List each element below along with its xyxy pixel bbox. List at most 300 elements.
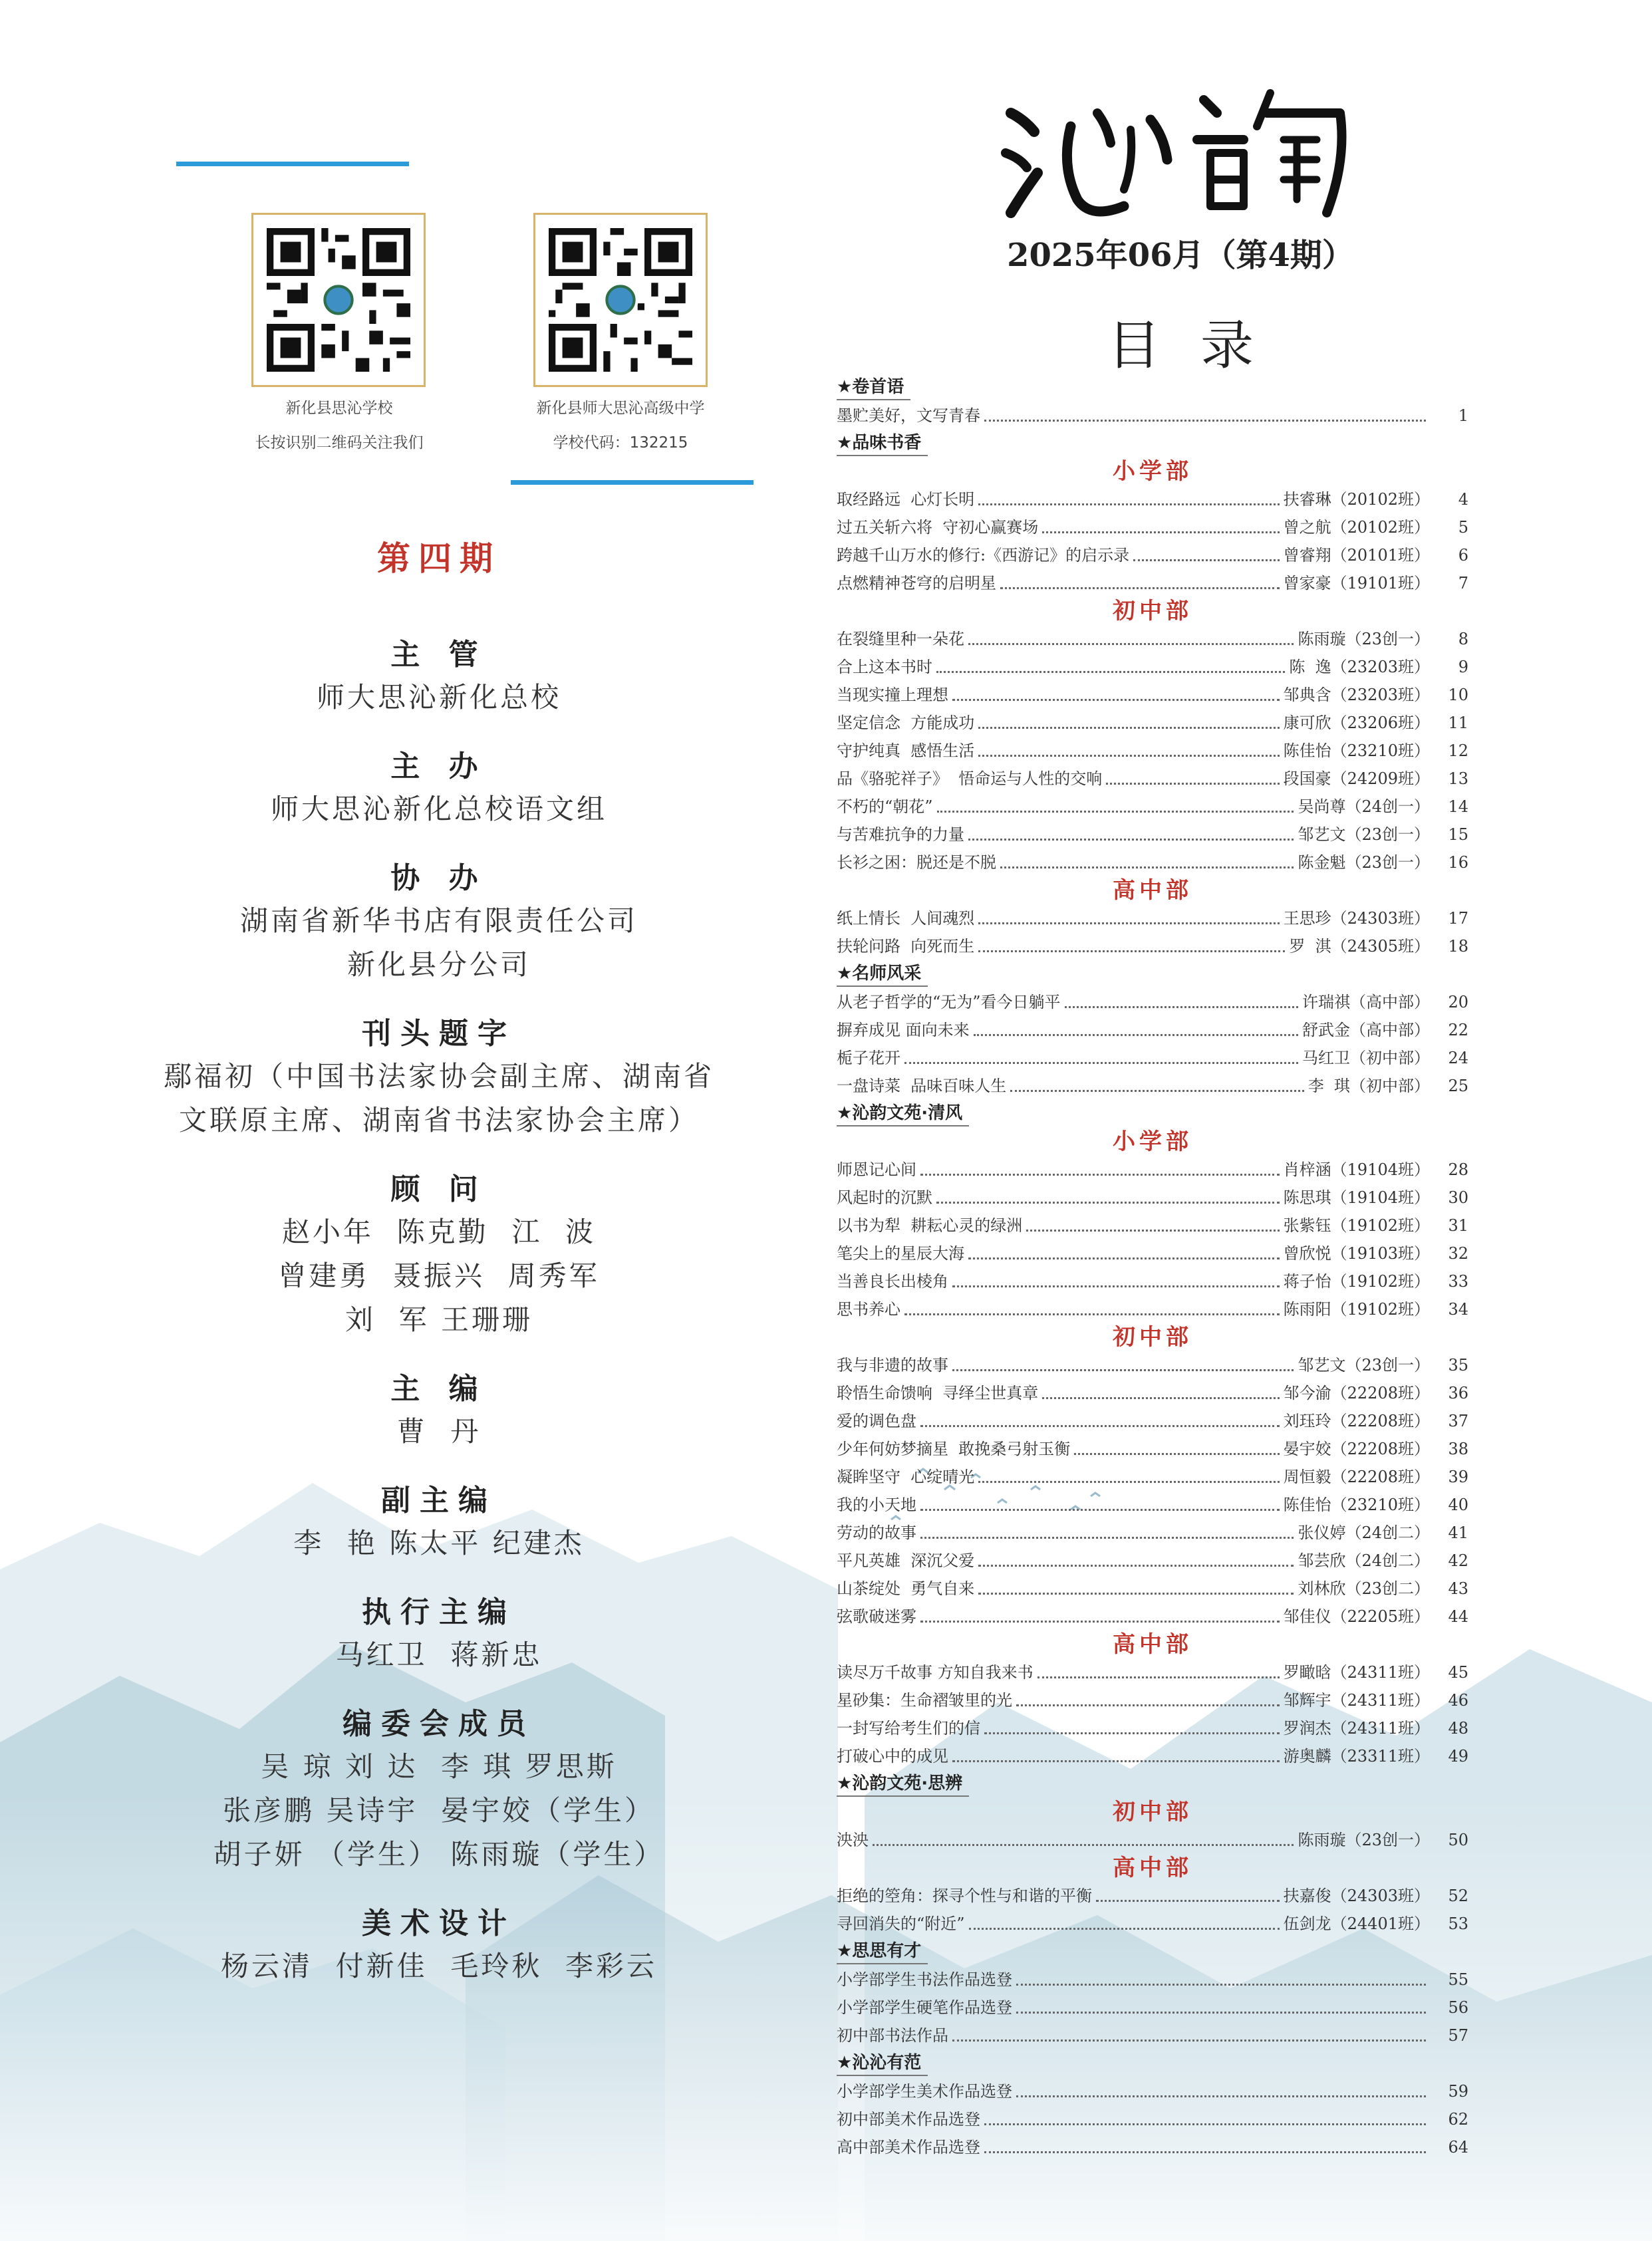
toc-entry[interactable] (837, 1491, 1468, 1519)
toc-entry-page: 9 (1458, 658, 1468, 676)
toc-entry-author: 曾家豪（19101班） (1283, 574, 1430, 593)
toc-leader-dots (920, 1621, 1280, 1623)
toc-leader-dots (1026, 1230, 1279, 1232)
credit-section (100, 858, 778, 987)
toc-section-title: ★名师风采 (837, 963, 928, 987)
toc-entry[interactable] (837, 1379, 1468, 1407)
toc-leader-dots (904, 1062, 1298, 1064)
toc-leader-dots (952, 1369, 1294, 1371)
toc-leader-dots (968, 839, 1294, 841)
toc-leader-dots (978, 1565, 1294, 1567)
toc-entry-page: 7 (1458, 574, 1468, 593)
toc-leader-dots (978, 950, 1285, 952)
toc-entry[interactable] (837, 1686, 1468, 1714)
toc-entry-author: 邹艺文（23创一） (1298, 825, 1430, 844)
toc-entry-page: 37 (1448, 1412, 1468, 1430)
toc-entry-title: 跨越千山万水的修行:《西游记》的启示录 (837, 546, 1130, 565)
toc-leader-dots (920, 1509, 1280, 1511)
toc-entry[interactable] (837, 1156, 1468, 1184)
toc-entry-author: 陈思琪（19104班） (1283, 1188, 1430, 1207)
toc-entry[interactable] (837, 1575, 1468, 1603)
toc-entry-page: 59 (1448, 2082, 1468, 2101)
toc-entry-title: 守护纯真 感悟生活 (837, 741, 975, 760)
toc-entry-title: 风起时的沉默 (837, 1188, 932, 1207)
credit-heading: 执行主编 (362, 1595, 516, 1629)
toc-entry-page: 10 (1448, 686, 1468, 704)
toc-leader-dots (952, 699, 1280, 701)
toc-entry-author: 张紫钰（19102班） (1283, 1216, 1430, 1235)
toc-leader-dots (952, 1760, 1280, 1762)
toc-section (837, 1938, 1468, 1966)
toc-leader-dots (952, 1285, 1280, 1287)
toc-entry-title: 寻回消失的“附近” (837, 1914, 965, 1933)
toc-dept-label: 初中部 (1113, 598, 1192, 624)
toc-entry[interactable] (837, 485, 1468, 513)
toc-entry-author: 马红卫（初中部） (1302, 1049, 1430, 1067)
toc-entry[interactable] (837, 513, 1468, 541)
toc-entry-author: 陈 逸（23203班） (1289, 658, 1430, 676)
qr-code-2[interactable] (533, 213, 708, 387)
svg-text:沁韵: 沁韵 (991, 73, 992, 74)
toc-entry-title: 取经路远 心灯长明 (837, 490, 975, 509)
toc-leader-dots (1000, 587, 1280, 589)
toc-entry[interactable] (837, 1212, 1468, 1240)
toc-entry-author: 曾欣悦（19103班） (1283, 1244, 1430, 1263)
toc-entry-page: 49 (1448, 1747, 1468, 1766)
credit-line: 湖南省新华书店有限责任公司 (239, 904, 638, 937)
toc-entry-author: 曾睿翔（20101班） (1283, 546, 1430, 565)
toc-entry[interactable] (837, 849, 1468, 876)
credits-list (100, 634, 778, 1988)
toc-entry[interactable] (837, 793, 1468, 821)
toc-leader-dots (936, 671, 1285, 673)
toc-entry[interactable] (837, 653, 1468, 681)
toc-leader-dots (936, 1202, 1280, 1204)
toc-entry-page: 22 (1448, 1021, 1468, 1039)
toc-leader-dots (904, 1313, 1280, 1315)
credit-heading: 主 管 (390, 638, 487, 672)
toc-entry-title: 读尽万千故事 方知自我来书 (837, 1663, 1033, 1682)
toc-entry[interactable] (837, 2022, 1468, 2049)
toc-entry-page: 55 (1448, 1970, 1468, 1989)
toc-entry-title: 爱的调色盘 (837, 1412, 916, 1430)
toc-entry-page: 31 (1448, 1216, 1468, 1235)
toc-entry[interactable] (837, 932, 1468, 960)
toc-entry-page: 20 (1448, 993, 1468, 1011)
toc-entry-author: 刘林欣（23创二） (1298, 1579, 1430, 1598)
toc-leader-dots (1096, 1900, 1280, 1902)
toc-entry-page: 45 (1448, 1663, 1468, 1682)
toc-entry-title: 一封写给考生们的信 (837, 1719, 980, 1738)
toc-entry[interactable] (837, 541, 1468, 569)
toc-entry[interactable] (837, 988, 1468, 1016)
toc-entry-page: 57 (1448, 2026, 1468, 2045)
toc-entry-author: 王思珍（24303班） (1283, 909, 1430, 928)
credit-line: 曾建勇 聂振兴 周秀军 (278, 1259, 600, 1292)
credit-section (100, 746, 778, 831)
qr-code-icon (549, 228, 692, 372)
toc-entry[interactable] (837, 2077, 1468, 2105)
toc-entry[interactable] (837, 1407, 1468, 1435)
toc-entry-author: 张仪婷（24创二） (1298, 1523, 1430, 1542)
toc-entry-title: 聆悟生命馈响 寻绎尘世真章 (837, 1384, 1039, 1402)
toc-entry-title: 点燃精神苍穹的启明星 (837, 574, 996, 593)
toc-entry-author: 邹艺文（23创一） (1298, 1356, 1430, 1375)
toc-entry[interactable] (837, 1072, 1468, 1100)
toc-entry-title: 以书为犁 耕耘心灵的绿洲 (837, 1216, 1023, 1235)
table-of-contents (837, 374, 1468, 2161)
toc-leader-dots (978, 922, 1279, 924)
toc-entry-author: 陈雨璇（23创一） (1298, 1831, 1430, 1849)
toc-entry-title: 长衫之困：脱还是不脱 (837, 853, 996, 872)
toc-leader-dots (1037, 1676, 1280, 1678)
toc-entry-title: 合上这本书时 (837, 658, 932, 676)
toc-leader-dots (920, 1537, 1294, 1539)
toc-entry-page: 17 (1448, 909, 1468, 928)
toc-entry-page: 46 (1448, 1691, 1468, 1710)
toc-entry-title: 墨贮美好，文写青春 (837, 406, 980, 425)
toc-entry-author: 邹佳仪（22205班） (1283, 1607, 1430, 1626)
toc-leader-dots (920, 1425, 1280, 1427)
qr-caption-1: 新化县思沁学校 长按识别二维码关注我们 (255, 400, 424, 452)
toc-leader-dots (1016, 2012, 1426, 2014)
toc-entry-title: 笔尖上的星辰大海 (837, 1244, 964, 1263)
toc-entry-author: 陈佳怡（23210班） (1283, 741, 1430, 760)
toc-entry[interactable] (837, 1463, 1468, 1491)
toc-entry-author: 扶嘉俊（24303班） (1283, 1887, 1430, 1905)
toc-entry-title: 栀子花开 (837, 1049, 900, 1067)
toc-entry[interactable] (837, 1742, 1468, 1770)
toc-entry-author: 晏宇姣（22208班） (1283, 1440, 1430, 1458)
toc-entry-page: 28 (1448, 1160, 1468, 1179)
toc-entry-title: 小学部学生美术作品选登 (837, 2082, 1012, 2101)
credit-section (100, 1369, 778, 1454)
toc-section-title: ★卷首语 (837, 376, 910, 400)
toc-entry-page: 39 (1448, 1468, 1468, 1486)
toc-entry-title: 坚定信念 方能成功 (837, 714, 975, 732)
toc-entry[interactable] (837, 1044, 1468, 1072)
toc-entry-page: 1 (1458, 406, 1468, 425)
toc-entry-author: 伍剑龙（24401班） (1283, 1914, 1430, 1933)
toc-entry-title: 品《骆驼祥子》 悟命运与人性的交响 (837, 769, 1103, 788)
editorial-credits (100, 532, 778, 2015)
toc-entry-author: 陈雨璇（23创一） (1298, 630, 1430, 648)
toc-section (837, 374, 1468, 402)
toc-entry[interactable] (837, 1295, 1468, 1323)
credit-line: 李 艳 陈太平 纪建杰 (293, 1527, 585, 1559)
credit-heading: 主 编 (390, 1372, 487, 1406)
toc-entry-page: 34 (1448, 1300, 1468, 1319)
credit-heading: 协 办 (390, 861, 487, 895)
toc-section-title: ★沁沁有范 (837, 2052, 928, 2076)
toc-entry-title: 少年何妨梦摘星 敢挽桑弓射玉衡 (837, 1440, 1071, 1458)
toc-entry[interactable] (837, 1016, 1468, 1044)
toc-entry[interactable] (837, 1882, 1468, 1910)
toc-entry-author: 罗润杰（24311班） (1283, 1719, 1430, 1738)
credit-line: 新化县分公司 (346, 948, 531, 981)
toc-entry-page: 32 (1448, 1244, 1468, 1263)
toc-entry-page: 56 (1448, 1998, 1468, 2017)
credit-line: 张彦鹏 吴诗宇 晏宇姣（学生） (222, 1794, 656, 1827)
toc-entry-page: 64 (1448, 2138, 1468, 2157)
toc-entry[interactable] (837, 1966, 1468, 1994)
top-left-rule (176, 162, 409, 166)
toc-leader-dots (1133, 559, 1280, 561)
credit-section (100, 634, 778, 720)
toc-entry[interactable] (837, 681, 1468, 709)
toc-section-title: ★思思有才 (837, 1940, 928, 1964)
credit-section (100, 1903, 778, 1988)
toc-entry[interactable] (837, 2133, 1468, 2161)
toc-entry[interactable] (837, 1267, 1468, 1295)
toc-entry-page: 52 (1448, 1887, 1468, 1905)
toc-entry-title: 纸上情长 人间魂烈 (837, 909, 975, 928)
school-emblem-icon (325, 286, 352, 313)
toc-entry-title: 扶轮问路 向死而生 (837, 937, 975, 956)
toc-entry-author: 刘珏玲（22208班） (1283, 1412, 1430, 1430)
toc-entry-page: 62 (1448, 2110, 1468, 2129)
toc-entry[interactable] (837, 1714, 1468, 1742)
toc-dept-label: 初中部 (1113, 1324, 1192, 1351)
toc-leader-dots (1042, 531, 1279, 533)
toc-entry-title: 山茶绽处 勇气自来 (837, 1579, 975, 1598)
toc-entry-page: 36 (1448, 1384, 1468, 1402)
toc-entry-title: 小学部学生硬笔作品选登 (837, 1998, 1012, 2017)
toc-leader-dots (1016, 1984, 1426, 1986)
credit-heading: 副主编 (381, 1484, 497, 1517)
toc-entry-title: 高中部美术作品选登 (837, 2138, 980, 2157)
toc-entry[interactable] (837, 1603, 1468, 1631)
toc-entry[interactable] (837, 1547, 1468, 1575)
credit-heading: 刊头题字 (362, 1017, 516, 1051)
toc-entry-author: 舒武金（高中部） (1302, 1021, 1430, 1039)
credit-line: 马红卫 蒋新忠 (335, 1639, 543, 1671)
toc-entry-page: 33 (1448, 1272, 1468, 1291)
toc-entry-title: 在裂缝里种一朵花 (837, 630, 964, 648)
toc-entry-page: 30 (1448, 1188, 1468, 1207)
toc-entry-page: 8 (1458, 630, 1468, 648)
school-emblem-icon (607, 286, 634, 313)
toc-leader-dots (974, 1034, 1298, 1036)
toc-entry[interactable] (837, 1519, 1468, 1547)
credit-section (100, 1592, 778, 1677)
toc-entry-page: 35 (1448, 1356, 1468, 1375)
issue-date: 2025年06月（第4期） (1007, 237, 1354, 274)
toc-leader-dots (873, 1844, 1294, 1846)
toc-entry[interactable] (837, 1435, 1468, 1463)
toc-entry-author: 邹今渝（22208班） (1283, 1384, 1430, 1402)
toc-leader-dots (984, 1732, 1280, 1734)
toc-entry-page: 13 (1448, 769, 1468, 788)
toc-entry-author: 康可欣（23206班） (1283, 714, 1430, 732)
toc-leader-dots (969, 1928, 1280, 1930)
credit-line: 吴 琼 刘 达 李 琪 罗思斯 (261, 1750, 617, 1783)
toc-entry-author: 陈金魁（23创一） (1298, 853, 1430, 872)
toc-entry[interactable] (837, 1351, 1468, 1379)
credit-line: 师大思沁新化总校 (316, 681, 561, 714)
toc-entry[interactable] (837, 1994, 1468, 2022)
qr-code-1[interactable] (251, 213, 426, 387)
toc-entry-title: 思书养心 (837, 1300, 900, 1319)
toc-entry-title: 与苦难抗争的力量 (837, 825, 964, 844)
toc-leader-dots (978, 755, 1279, 757)
toc-leader-dots (1042, 1397, 1279, 1399)
toc-entry-title: 泱泱 (837, 1831, 869, 1849)
toc-entry[interactable] (837, 402, 1468, 430)
toc-entry-title: 初中部美术作品选登 (837, 2110, 980, 2129)
issue-label: 第四期 (377, 539, 501, 578)
toc-entry-author: 陈雨阳（19102班） (1283, 1300, 1430, 1319)
mid-rule (511, 480, 754, 485)
toc-leader-dots (952, 2040, 1426, 2042)
toc-leader-dots (920, 1174, 1280, 1176)
toc-entry-page: 24 (1448, 1049, 1468, 1067)
toc-entry[interactable] (837, 765, 1468, 793)
toc-entry[interactable] (837, 709, 1468, 737)
toc-entry[interactable] (837, 1658, 1468, 1686)
toc-entry-title: 小学部学生书法作品选登 (837, 1970, 1012, 1989)
toc-entry[interactable] (837, 1910, 1468, 1938)
toc-leader-dots (978, 727, 1279, 729)
toc-entry-title: 星砂集：生命褶皱里的光 (837, 1691, 1012, 1710)
toc-entry-title: 从老子哲学的“无为”看今日躺平 (837, 993, 1061, 1011)
toc-entry-title: 打破心中的成见 (837, 1747, 948, 1766)
toc-section (837, 1100, 1468, 1128)
toc-dept-label: 小学部 (1113, 458, 1192, 485)
toc-entry[interactable] (837, 1184, 1468, 1212)
toc-leader-dots (984, 2151, 1426, 2153)
toc-leader-dots (968, 1257, 1280, 1259)
toc-entry-author: 周恒毅（22208班） (1283, 1468, 1430, 1486)
toc-entry-author: 段国豪（24209班） (1283, 769, 1430, 788)
toc-entry[interactable] (837, 904, 1468, 932)
toc-entry-page: 6 (1458, 546, 1468, 565)
toc-entry-author: 吴尚尊（24创一） (1298, 797, 1430, 816)
toc-entry-page: 16 (1448, 853, 1468, 872)
toc-dept-label: 高中部 (1113, 1631, 1192, 1658)
toc-entry-author: 游奥麟（23311班） (1283, 1747, 1430, 1766)
credit-heading: 编委会成员 (343, 1707, 535, 1741)
toc-entry-page: 25 (1448, 1077, 1468, 1095)
credit-section (100, 1169, 778, 1342)
toc-entry[interactable] (837, 1826, 1468, 1854)
toc-entry-title: 平凡英雄 深沉父爱 (837, 1551, 975, 1570)
credit-line: 杨云清 付新佳 毛玲秋 李彩云 (220, 1950, 658, 1982)
toc-entry-title: 摒弃成见 面向未来 (837, 1021, 970, 1039)
toc-entry-title: 凝眸坚守 心绽晴光 (837, 1468, 975, 1486)
toc-entry[interactable] (837, 737, 1468, 765)
toc-entry-page: 42 (1448, 1551, 1468, 1570)
qr-code-icon (267, 228, 410, 372)
toc-entry[interactable] (837, 2105, 1468, 2133)
toc-section (837, 1770, 1468, 1798)
toc-entry-page: 12 (1448, 741, 1468, 760)
toc-entry-page: 5 (1458, 518, 1468, 537)
toc-entry-author: 肖梓涵（19104班） (1283, 1160, 1430, 1179)
toc-entry-title: 我的小天地 (837, 1496, 916, 1514)
toc-entry-title: 弦歌破迷雾 (837, 1607, 916, 1626)
toc-leader-dots (1010, 1090, 1304, 1092)
toc-entry-title: 当现实撞上理想 (837, 686, 948, 704)
toc-entry-page: 15 (1448, 825, 1468, 844)
toc-entry-page: 53 (1448, 1914, 1468, 1933)
toc-entry-page: 40 (1448, 1496, 1468, 1514)
toc-leader-dots (968, 643, 1294, 645)
toc-leader-dots (1016, 2095, 1426, 2097)
toc-entry-page: 4 (1458, 490, 1468, 509)
credit-line: 赵小年 陈克勤 江 波 (281, 1216, 597, 1248)
toc-leader-dots (1074, 1453, 1279, 1455)
credit-line: 文联原主席、湖南省书法家协会主席） (178, 1104, 699, 1136)
toc-leader-dots (1016, 1704, 1280, 1706)
credit-section (100, 1013, 778, 1142)
toc-entry-author: 曾之航（20102班） (1283, 518, 1430, 537)
credit-line: 师大思沁新化总校语文组 (270, 793, 607, 825)
toc-section (837, 960, 1468, 988)
toc-entry-page: 18 (1448, 937, 1468, 956)
toc-section (837, 2049, 1468, 2077)
toc-section (837, 430, 1468, 458)
credit-line: 曹 丹 (396, 1415, 482, 1448)
credit-section (100, 1704, 778, 1877)
toc-leader-dots (978, 1593, 1294, 1595)
qr-caption-2: 新化县师大思沁高级中学 学校代码：132215 (536, 400, 705, 452)
toc-leader-dots (1000, 866, 1294, 868)
toc-entry-author: 蒋子怡（19102班） (1283, 1272, 1430, 1291)
toc-entry-author: 李 琪（初中部） (1308, 1077, 1430, 1095)
toc-entry-page: 14 (1448, 797, 1468, 816)
toc-entry-page: 48 (1448, 1719, 1468, 1738)
toc-entry-title: 初中部书法作品 (837, 2026, 948, 2045)
toc-entry-author: 罗瞰晗（24311班） (1283, 1663, 1430, 1682)
toc-entry[interactable] (837, 569, 1468, 597)
toc-entry-author: 陈佳怡（23210班） (1283, 1496, 1430, 1514)
credit-heading: 主 办 (390, 749, 487, 783)
toc-leader-dots (984, 420, 1426, 422)
toc-entry-author: 罗 淇（24305班） (1289, 937, 1430, 956)
toc-entry-title: 一盘诗菜 品味百味人生 (837, 1077, 1007, 1095)
toc-leader-dots (978, 503, 1279, 505)
credit-section (100, 1480, 778, 1565)
toc-leader-dots (1065, 1006, 1298, 1008)
toc-entry[interactable] (837, 1240, 1468, 1267)
toc-entry-page: 38 (1448, 1440, 1468, 1458)
toc-entry-title: 师恩记心间 (837, 1160, 916, 1179)
toc-entry-author: 许瑞祺（高中部） (1302, 993, 1430, 1011)
toc-entry-page: 50 (1448, 1831, 1468, 1849)
toc-entry[interactable] (837, 625, 1468, 653)
toc-entry-title: 不朽的“朝花” (837, 797, 933, 816)
calligraphy-logo (991, 73, 1363, 226)
toc-entry-title: 拒绝的箜角：探寻个性与和谐的平衡 (837, 1887, 1092, 1905)
credit-line: 鄢福初（中国书法家协会副主席、湖南省 (163, 1060, 714, 1093)
toc-leader-dots (984, 2123, 1426, 2125)
toc-entry[interactable] (837, 821, 1468, 849)
toc-section-title: ★沁韵文苑·思辨 (837, 1773, 969, 1797)
toc-title: 目录 (1107, 315, 1294, 376)
toc-entry-page: 43 (1448, 1579, 1468, 1598)
toc-entry-page: 44 (1448, 1607, 1468, 1626)
credit-heading: 顾 问 (390, 1172, 487, 1206)
toc-entry-page: 41 (1448, 1523, 1468, 1542)
credit-line: 刘 军 王珊珊 (344, 1303, 533, 1336)
toc-dept-label: 高中部 (1113, 1855, 1192, 1881)
toc-dept-label: 初中部 (1113, 1799, 1192, 1825)
toc-entry-author: 扶睿琳（20102班） (1283, 490, 1430, 509)
toc-entry-title: 过五关斩六将 守初心赢赛场 (837, 518, 1039, 537)
toc-leader-dots (978, 1481, 1279, 1483)
toc-entry-title: 我与非遗的故事 (837, 1356, 948, 1375)
